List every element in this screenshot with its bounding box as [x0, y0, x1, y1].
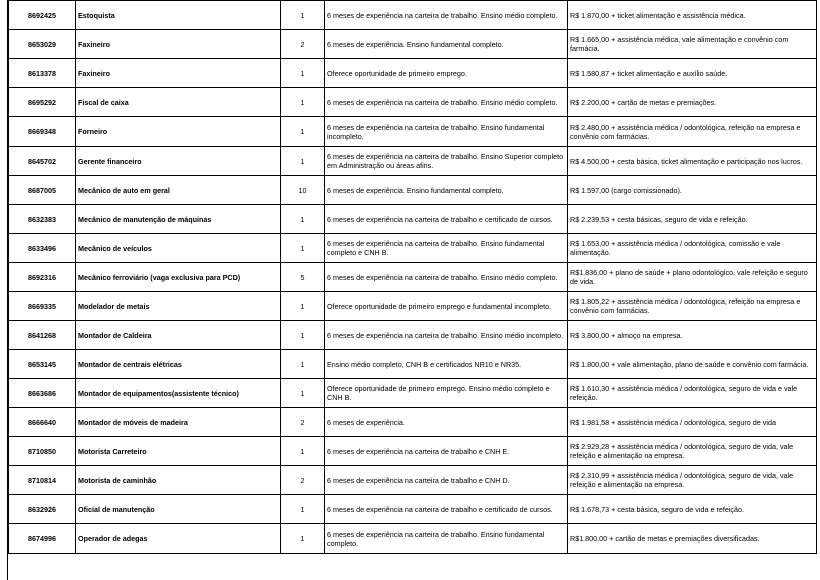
job-code-cell: 8666640: [9, 408, 76, 437]
vacancies-cell: 2: [281, 466, 325, 495]
vacancies-cell: 1: [281, 321, 325, 350]
vacancies-cell: 1: [281, 524, 325, 554]
job-code-cell: 8632383: [9, 205, 76, 234]
job-code-cell: 8692425: [9, 1, 76, 30]
job-title-cell: Mecânico de manutenção de máquinas: [76, 205, 281, 234]
requirements-cell: 6 meses de experiência na carteira de trabalho. Ensino fundamental incompleto.: [325, 117, 568, 147]
offer-cell: R$1.800,00 + cartão de metas e premiações diversificadas.: [568, 524, 817, 554]
requirements-cell: Oferece oportunidade de primeiro emprego e fundamental incompleto.: [325, 292, 568, 321]
requirements-cell: 6 meses de experiência na carteira de trabalho e CNH D.: [325, 466, 568, 495]
job-title-cell: Montador de Caldeira: [76, 321, 281, 350]
table-row: [9, 495, 817, 524]
job-code-cell: 8613378: [9, 59, 76, 88]
offer-cell: R$ 4.500,00 + cesta básica, ticket alimentação e participação nos lucros.: [568, 147, 817, 176]
table-row: [9, 147, 817, 176]
job-title-cell: Montador de centrais elétricas: [76, 350, 281, 379]
requirements-cell: 6 meses de experiência na carteira de trabalho. Ensino médio completo.: [325, 263, 568, 292]
job-title-cell: Oficial de manutenção: [76, 495, 281, 524]
table-row: [9, 205, 817, 234]
job-code-cell: 8632926: [9, 495, 76, 524]
vacancies-cell: 1: [281, 234, 325, 263]
table-row: [9, 437, 817, 466]
job-title-cell: Montador de móveis de madeira: [76, 408, 281, 437]
offer-cell: R$ 2.200,00 + cartão de metas e premiações.: [568, 88, 817, 117]
requirements-cell: 6 meses de experiência. Ensino fundamental completo.: [325, 30, 568, 59]
job-code-cell: 8674996: [9, 524, 76, 554]
job-title-cell: Motorista de caminhão: [76, 466, 281, 495]
requirements-cell: Oferece oportunidade de primeiro emprego.: [325, 59, 568, 88]
offer-cell: R$ 1.800,00 + vale alimentação, plano de saúde e convênio com farmácia.: [568, 350, 817, 379]
requirements-cell: 6 meses de experiência. Ensino fundamental completo.: [325, 176, 568, 205]
job-title-cell: Motorista Carreteiro: [76, 437, 281, 466]
offer-cell: R$ 1.805,22 + assistência médica / odontológica, refeição na empresa e convênio com farmácias.: [568, 292, 817, 321]
vacancies-cell: 2: [281, 408, 325, 437]
table-row: [9, 321, 817, 350]
vacancies-cell: 1: [281, 1, 325, 30]
job-code-cell: 8695292: [9, 88, 76, 117]
vacancies-cell: 1: [281, 350, 325, 379]
job-code-cell: 8641268: [9, 321, 76, 350]
job-code-cell: 8663686: [9, 379, 76, 408]
vacancies-cell: 1: [281, 147, 325, 176]
requirements-cell: 6 meses de experiência na carteira de trabalho. Ensino médio completo.: [325, 88, 568, 117]
requirements-cell: 6 meses de experiência.: [325, 408, 568, 437]
job-code-cell: 8710814: [9, 466, 76, 495]
job-code-cell: 8669335: [9, 292, 76, 321]
job-code-cell: 8669348: [9, 117, 76, 147]
job-code-cell: 8645702: [9, 147, 76, 176]
vacancies-cell: 2: [281, 30, 325, 59]
offer-cell: R$ 2.239,53 + cesta básicas, seguro de vida e refeição.: [568, 205, 817, 234]
offer-cell: R$ 1.678,73 + cesta básica, seguro de vida e refeição.: [568, 495, 817, 524]
table-row: [9, 408, 817, 437]
vacancies-cell: 1: [281, 59, 325, 88]
requirements-cell: 6 meses de experiência na carteira de trabalho. Ensino médio completo.: [325, 1, 568, 30]
requirements-cell: Oferece oportunidade de primeiro emprego. Ensino médio completo e CNH B.: [325, 379, 568, 408]
job-title-cell: Mecânico de veículos: [76, 234, 281, 263]
job-listings-table: [8, 0, 817, 554]
table-row: [9, 524, 817, 554]
job-title-cell: Operador de adegas: [76, 524, 281, 554]
job-code-cell: 8692316: [9, 263, 76, 292]
requirements-cell: 6 meses de experiência na carteira de trabalho e certificado de cursos.: [325, 495, 568, 524]
table-row: [9, 117, 817, 147]
table-row: [9, 30, 817, 59]
table-row: [9, 292, 817, 321]
job-title-cell: Mecânico ferroviário (vaga exclusiva para PCD): [76, 263, 281, 292]
job-title-cell: Forneiro: [76, 117, 281, 147]
offer-cell: R$ 1.981,58 + assistência médica / odontológica, seguro de vida: [568, 408, 817, 437]
job-code-cell: 8687005: [9, 176, 76, 205]
table-row: [9, 350, 817, 379]
offer-cell: R$ 2.929,28 + assistência médica / odontológica, seguro de vida, vale refeição e alimentação na empresa.: [568, 437, 817, 466]
table-row: [9, 234, 817, 263]
offer-cell: R$ 1.665,00 + assistência médica, vale alimentação e convênio com farmácia.: [568, 30, 817, 59]
offer-cell: R$ 1.580,87 + ticket alimentação e auxílio saúde.: [568, 59, 817, 88]
table-row: [9, 466, 817, 495]
table-row: [9, 88, 817, 117]
offer-cell: R$ 1.597,00 (cargo comissionado).: [568, 176, 817, 205]
left-margin-border: [0, 0, 8, 580]
requirements-cell: 6 meses de experiência na carteira de trabalho. Ensino médio incompleto.: [325, 321, 568, 350]
table-row: [9, 263, 817, 292]
vacancies-cell: 1: [281, 205, 325, 234]
requirements-cell: Ensino médio completo, CNH B e certificados NR10 e NR35.: [325, 350, 568, 379]
vacancies-cell: 1: [281, 292, 325, 321]
vacancies-cell: 1: [281, 117, 325, 147]
job-title-cell: Fiscal de caixa: [76, 88, 281, 117]
job-title-cell: Montador de equipamentos(assistente técnico): [76, 379, 281, 408]
table-row: [9, 176, 817, 205]
job-title-cell: Gerente financeiro: [76, 147, 281, 176]
offer-cell: R$ 3.800,00 + almoço na empresa.: [568, 321, 817, 350]
job-code-cell: 8633496: [9, 234, 76, 263]
requirements-cell: 6 meses de experiência na carteira de trabalho. Ensino fundamental completo e CNH B.: [325, 234, 568, 263]
offer-cell: R$ 2.480,00 + assistência médica / odontológica, refeição na empresa e convênio com farmácias.: [568, 117, 817, 147]
job-title-cell: Mecânico de auto em geral: [76, 176, 281, 205]
vacancies-cell: 1: [281, 379, 325, 408]
offer-cell: R$ 2.310,99 + assistência médica / odontológica, seguro de vida, vale refeição e alimentação na empresa.: [568, 466, 817, 495]
job-code-cell: 8653029: [9, 30, 76, 59]
vacancies-cell: 10: [281, 176, 325, 205]
job-title-cell: Faxineiro: [76, 30, 281, 59]
job-title-cell: Faxineiro: [76, 59, 281, 88]
job-listings-body: [9, 1, 817, 554]
table-row: [9, 59, 817, 88]
vacancies-cell: 1: [281, 495, 325, 524]
table-row: [9, 1, 817, 30]
offer-cell: R$ 1.870,00 + ticket alimentação e assistência médica.: [568, 1, 817, 30]
requirements-cell: 6 meses de experiência na carteira de trabalho e certificado de cursos.: [325, 205, 568, 234]
vacancies-cell: 1: [281, 88, 325, 117]
offer-cell: R$ 1.653,00 + assistência médica / odontológica, comissão e vale alimentação.: [568, 234, 817, 263]
job-code-cell: 8710850: [9, 437, 76, 466]
job-code-cell: 8653145: [9, 350, 76, 379]
requirements-cell: 6 meses de experiência na carteira de trabalho. Ensino fundamental completo.: [325, 524, 568, 554]
requirements-cell: 6 meses de experiência na carteira de trabalho. Ensino Superior completo em Administração ou áreas afins.: [325, 147, 568, 176]
vacancies-cell: 5: [281, 263, 325, 292]
job-title-cell: Modelador de metais: [76, 292, 281, 321]
vacancies-cell: 1: [281, 437, 325, 466]
table-row: [9, 379, 817, 408]
requirements-cell: 6 meses de experiência na carteira de trabalho e CNH E.: [325, 437, 568, 466]
job-title-cell: Estoquista: [76, 1, 281, 30]
offer-cell: R$ 1.610,30 + assistência médica / odontológica, seguro de vida e vale refeição.: [568, 379, 817, 408]
offer-cell: R$1.836,00 + plano de saúde + plano odontológico, vale refeição e seguro de vida.: [568, 263, 817, 292]
